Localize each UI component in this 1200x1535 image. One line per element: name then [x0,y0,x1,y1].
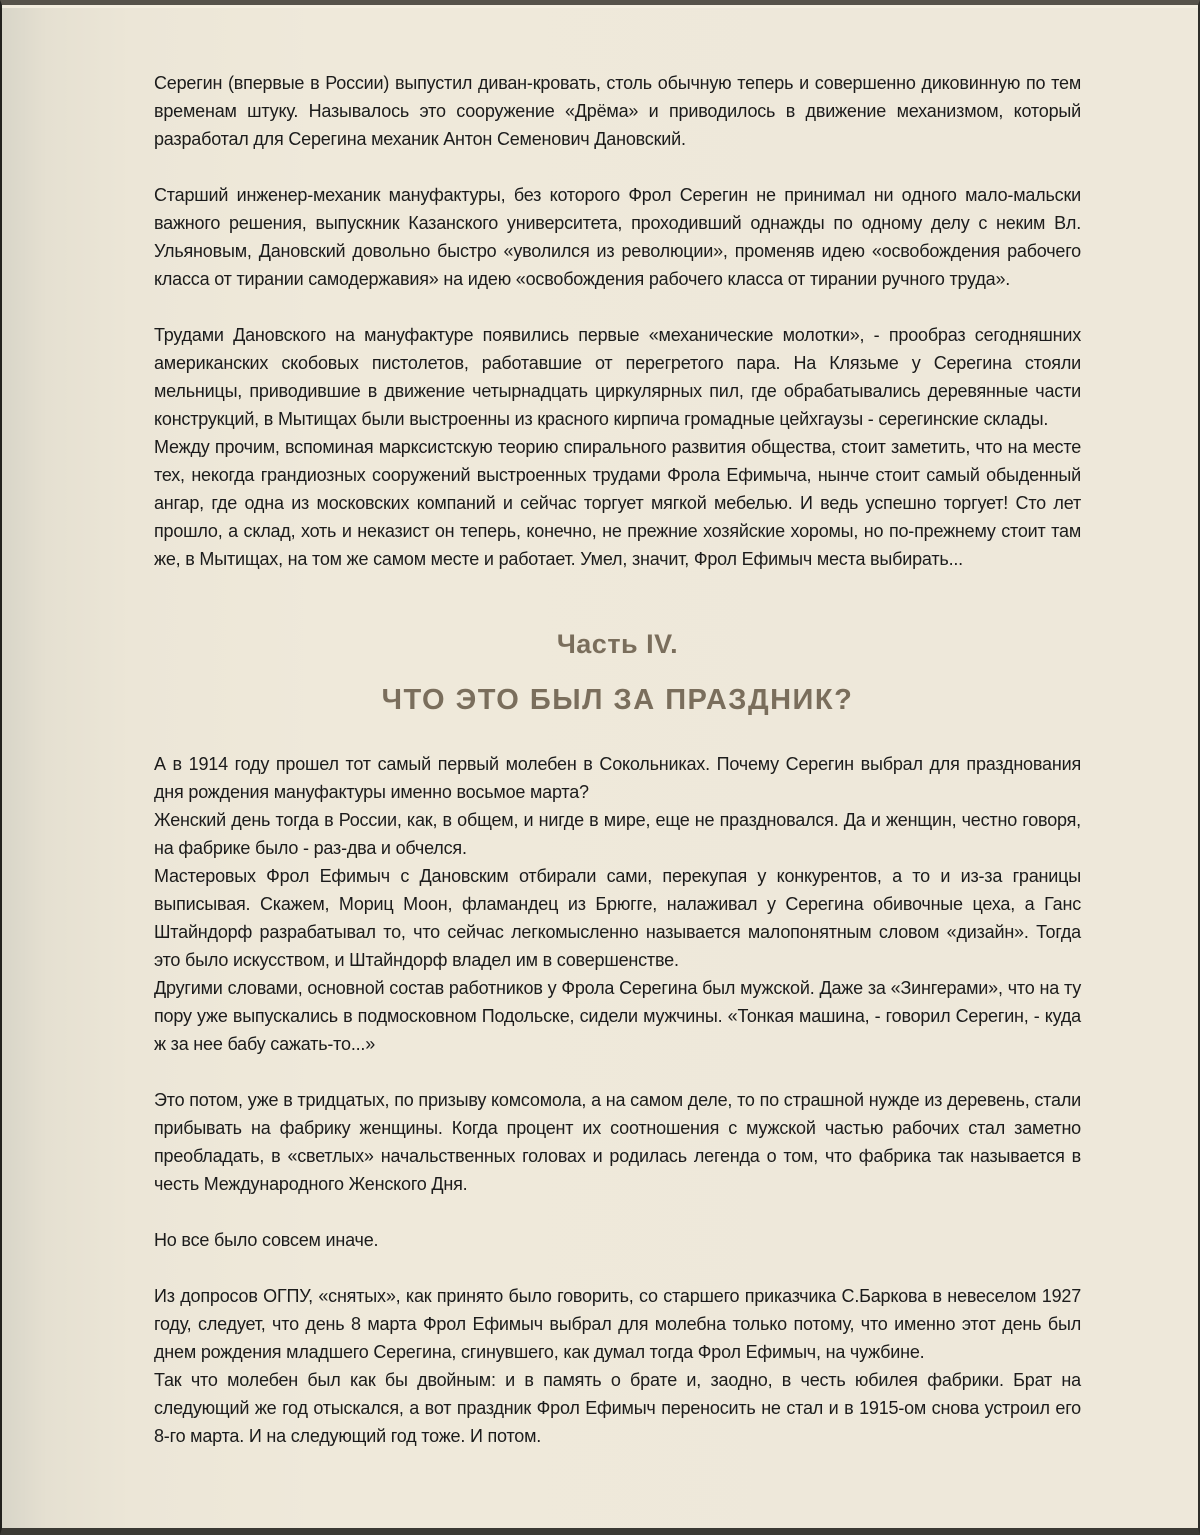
paragraph: Старший инженер-механик мануфактуры, без которого Фрол Серегин не принимал ни одного мало-мальски важного решения, выпускник Казанского университета, проходивший однажды по одному делу с неким Вл. Ульяновым, Дановский довольно быстро «уволился из революции», променяв идею «освобождения рабочего класса от тирании самодержавия» на идею «освобождения рабочего класса от тирании ручного труда». [154,185,1081,289]
paragraph: Мастеровых Фрол Ефимыч с Дановским отбирали сами, перекупая у конкурентов, а то и из-за границы выписывая. Скажем, Мориц Моон, фламандец из Брюгге, налаживал у Серегина обивочные цеха, а Ганс Штайндорф разрабатывал то, что сейчас легкомысленно называется малопонятным словом «дизайн». Тогда это было искусством, и Штайндорф владел им в совершенстве. [154,866,1081,970]
chapter-heading [154,629,1081,717]
paragraph: Из допросов ОГПУ, «снятых», как принято было говорить, со старшего приказчика С.Баркова в невеселом 1927 году, следует, что день 8 марта Фрол Ефимыч выбрал для молебна только потому, что именно этот день был днем рождения младшего Серегина, сгинувшего, как думал тогда Фрол Ефимыч, на чужбине. [154,1286,1081,1362]
paragraph: Серегин (впервые в России) выпустил диван-кровать, столь обычную теперь и совершенно диковинную по тем временам штуку. Называлось это сооружение «Дрёма» и приводилось в движение механизмом, который разработал для Серегина механик Антон Семенович Дановский. [154,73,1081,149]
paragraph: Между прочим, вспоминая марксистскую теорию спирального развития общества, стоит заметить, что на месте тех, некогда грандиозных сооружений выстроенных трудами Фрола Ефимыча, нынче стоит самый обыденный ангар, где одна из московских компаний и сейчас торгует мягкой мебелью. И ведь успешно торгует! Сто лет прошло, а склад, хоть и неказист он теперь, конечно, не прежние хозяйские хоромы, но по-прежнему стоит там же, в Мытищах, на том же самом месте и работает. Умел, значит, Фрол Ефимыч места выбирать... [154,437,1081,569]
paragraph: А в 1914 году прошел тот самый первый молебен в Сокольниках. Почему Серегин выбрал для празднования дня рождения мануфактуры именно восьмое марта? [154,754,1081,802]
paragraph: Так что молебен был как бы двойным: и в память о брате и, заодно, в честь юбилея фабрики. Брат на следующий же год отыскался, а вот праздник Фрол Ефимыч переносить не стал и в 1915-ом снова устроил его 8-го марта. И на следующий год тоже. И потом. [154,1370,1081,1446]
paragraph: Это потом, уже в тридцатых, по призыву комсомола, а на самом деле, то по страшной нужде из деревень, стали прибывать на фабрику женщины. Когда процент их соотношения с мужской частью рабочих стал заметно преобладать, в «светлых» начальственных головах и родилась легенда о том, что фабрика так называется в честь Международного Женского Дня. [154,1090,1081,1194]
chapter-title: ЧТО ЭТО БЫЛ ЗА ПРАЗДНИК? [381,684,854,716]
paragraph: Женский день тогда в России, как, в общем, и нигде в мире, еще не праздновался. Да и женщин, честно говоря, на фабрике было - раз-два и обчелся. [154,810,1081,858]
page-text-column [154,69,1081,1450]
part-number-title: Часть IV. [556,629,679,659]
paragraph: Но все было совсем иначе. [154,1230,379,1250]
paragraph: Трудами Дановского на мануфактуре появились первые «механические молотки», - прообраз сегодняшних американских скобовых пистолетов, работавшие от перегретого пара. На Клязьме у Серегина стояли мельницы, приводившие в движение четырнадцать циркулярных пил, где обрабатывались деревянные части конструкций, в Мытищах были выстроенны из красного кирпича громадные цейхгаузы - серегинские склады. [154,325,1081,429]
paragraph: Другими словами, основной состав работников у Фрола Серегина был мужской. Даже за «Зингерами», что на ту пору уже выпускались в подмосковном Подольске, сидели мужчины. «Тонкая машина, - говорил Серегин, - куда ж за нее бабу сажать-то...» [154,978,1081,1054]
